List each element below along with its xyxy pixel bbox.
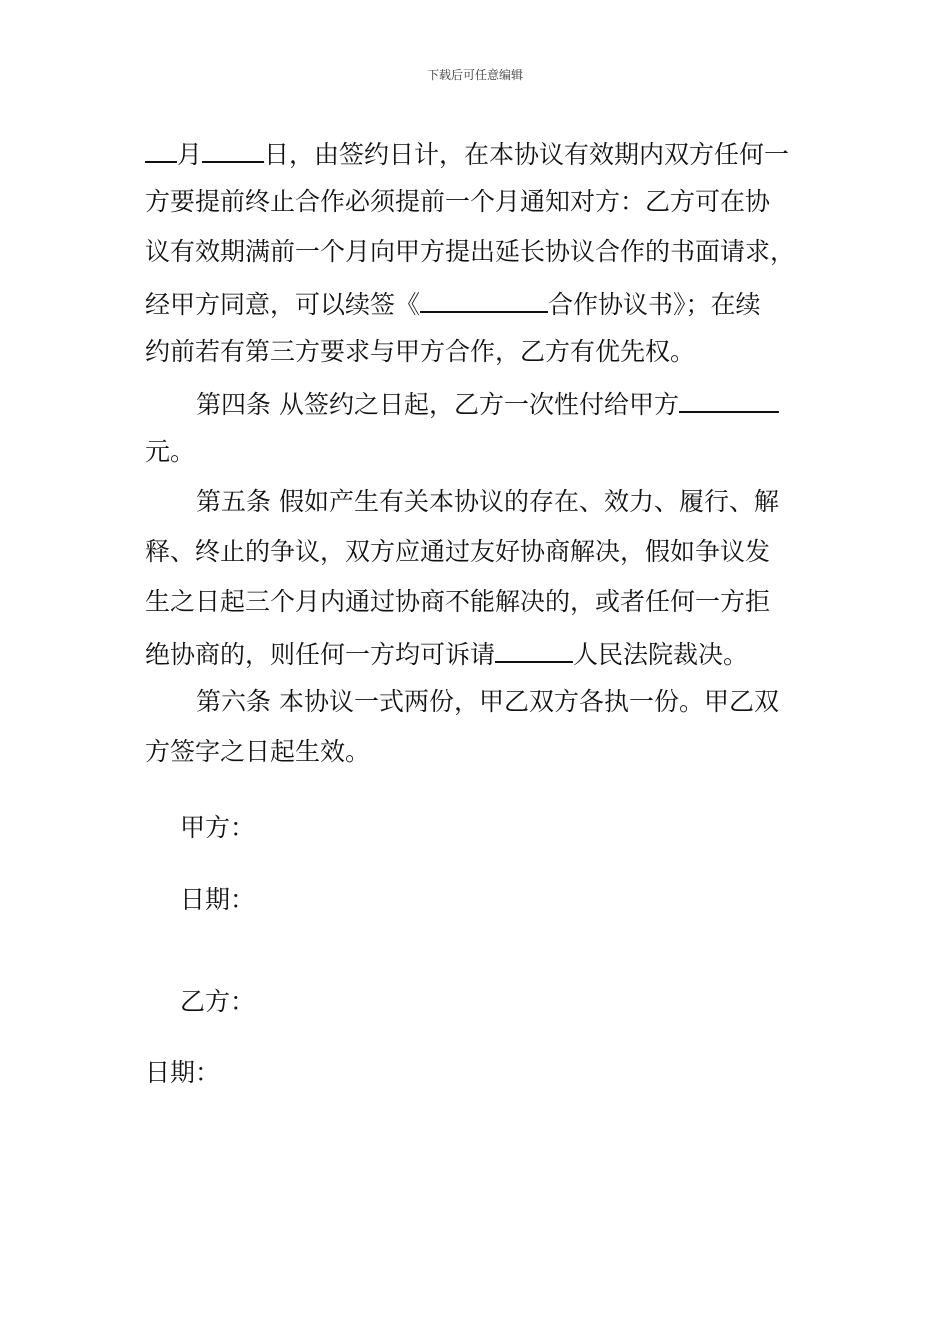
article-6: 第六条 本协议一式两份，甲乙双方各执一份。甲乙双 — [196, 687, 779, 716]
paragraph-line: 绝协商的，则任何一方均可诉请 人民法院裁决。 — [145, 637, 748, 670]
fill-blank-court — [495, 637, 573, 663]
page-header: 下载后可任意编辑 — [426, 68, 523, 82]
paragraph-line: 议有效期满前一个月向甲方提出延长协议合作的书面请求， — [145, 237, 796, 266]
party-a-date-label: 日期： — [180, 885, 256, 914]
paragraph-line: 方签字之日起生效。 — [145, 737, 371, 766]
article-5: 第五条 假如产生有关本协议的存在、效力、履行、解 — [196, 487, 779, 516]
party-b-label: 乙方： — [180, 987, 256, 1016]
paragraph-line: 生之日起三个月内通过协商不能解决的，或者任何一方拒 — [145, 587, 771, 616]
paragraph-line: 约前若有第三方要求与甲方合作，乙方有优先权。 — [145, 337, 696, 366]
party-a-label: 甲方： — [180, 813, 256, 842]
fill-blank-amount — [679, 387, 779, 413]
paragraph-line: 月 日，由签约日计，在本协议有效期内双方任何一 — [145, 137, 789, 170]
fill-blank-day — [202, 137, 264, 163]
paragraph-line: 经甲方同意，可以续签《 合作协议书》；在续 — [145, 287, 761, 320]
article-4: 第四条 从签约之日起，乙方一次性付给甲方 — [196, 387, 779, 420]
fill-blank-agreement-name — [420, 287, 548, 313]
fill-blank-month — [145, 137, 177, 163]
article-4-continued: 元。 — [145, 437, 196, 466]
paragraph-line: 释、终止的争议，双方应通过友好协商解决，假如争议发 — [145, 537, 771, 566]
paragraph-line: 方要提前终止合作必须提前一个月通知对方：乙方可在协 — [145, 187, 771, 216]
party-b-date-label: 日期： — [145, 1058, 221, 1087]
